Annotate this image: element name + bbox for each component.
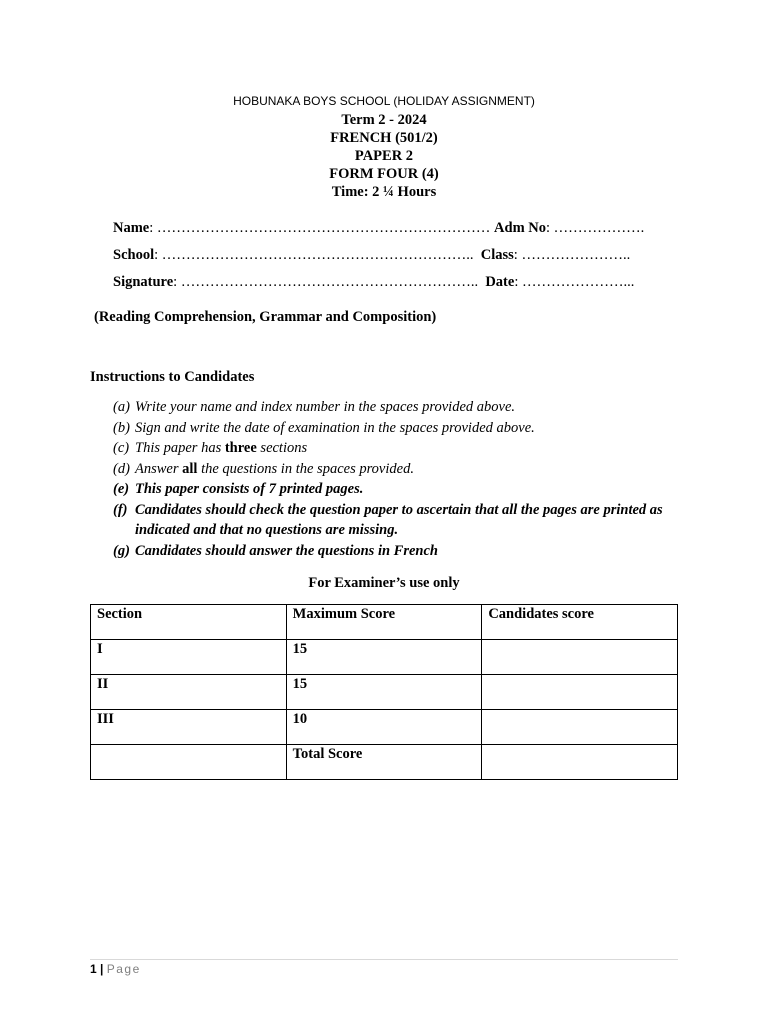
instruction-item — [113, 418, 683, 439]
instruction-label: (b) — [113, 419, 130, 436]
time-line: Time: 2 ¼ Hours — [331, 184, 437, 200]
instruction-text-part: This paper has — [135, 440, 225, 456]
table-cell — [91, 745, 287, 780]
date-field[interactable]: : …………………... — [514, 274, 635, 290]
instruction-label: (e) — [113, 481, 130, 497]
table-cell: 15 — [286, 675, 482, 710]
term-line: Term 2 - 2024 — [341, 112, 427, 128]
class-label: Class — [480, 247, 514, 263]
instruction-item — [113, 438, 683, 459]
table-row — [91, 745, 678, 780]
table-header-cell: Maximum Score — [286, 605, 482, 640]
candidate-score-cell[interactable] — [482, 640, 678, 675]
instruction-text: This paper consists of 7 printed pages. — [135, 481, 364, 497]
school-field[interactable]: : ……………………………………………………….. — [154, 247, 474, 263]
examiner-score-table — [90, 604, 678, 780]
candidate-fields — [113, 219, 673, 300]
instruction-label: (a) — [113, 399, 130, 415]
instruction-item — [113, 397, 683, 418]
candidate-score-cell[interactable] — [482, 675, 678, 710]
table-cell: II — [91, 675, 287, 710]
paper-sections-title: (Reading Comprehension, Grammar and Composition) — [94, 309, 437, 325]
name-row — [113, 219, 673, 246]
examiner-table-title: For Examiner’s use only — [308, 575, 460, 591]
date-label: Date — [485, 274, 515, 290]
table-cell: 10 — [286, 710, 482, 745]
instruction-label: (c) — [113, 440, 130, 456]
instructions-heading: Instructions to Candidates — [90, 369, 255, 385]
instruction-text — [135, 438, 683, 459]
candidate-score-cell[interactable] — [482, 745, 678, 780]
page-footer — [90, 962, 141, 976]
table-cell: I — [91, 640, 287, 675]
school-row — [113, 246, 673, 273]
instruction-text: Write your name and index number in the spaces provided above. — [135, 399, 516, 415]
name-field[interactable]: : …………………………………………………………… — [149, 220, 491, 236]
school-label: School — [113, 247, 155, 263]
page-word: Page — [106, 962, 141, 976]
subject-line: FRENCH (501/2) — [330, 130, 438, 146]
instruction-text-part: sections — [256, 440, 308, 456]
instruction-text: Sign and write the date of examination in the spaces provided above. — [135, 419, 535, 436]
school-name: HOBUNAKA BOYS SCHOOL (HOLIDAY ASSIGNMENT) — [233, 94, 535, 108]
table-row — [91, 640, 678, 675]
instructions-list — [113, 397, 683, 561]
instruction-label: (f) — [113, 501, 128, 518]
adm-label: Adm No — [494, 220, 546, 236]
form-line: FORM FOUR (4) — [329, 166, 439, 182]
instruction-item — [113, 500, 683, 541]
table-row — [91, 675, 678, 710]
instruction-emphasis: three — [224, 440, 257, 456]
signature-row — [113, 273, 673, 300]
candidate-score-cell[interactable] — [482, 710, 678, 745]
instruction-text-part: the questions in the spaces provided. — [197, 460, 414, 477]
instruction-item — [113, 541, 683, 562]
instruction-item — [113, 479, 683, 500]
instruction-text: Candidates should answer the questions in French — [135, 542, 438, 559]
adm-field[interactable]: : ………………. — [546, 220, 645, 236]
table-cell: III — [91, 710, 287, 745]
table-header-row — [91, 605, 678, 640]
signature-field[interactable]: : …………………………………………………….. — [173, 274, 479, 290]
table-cell: Total Score — [286, 745, 482, 780]
instruction-text: Candidates should check the question paper to ascertain that all the pages are printed as indicated and that no questions are missing. — [135, 501, 663, 538]
footer-divider — [90, 959, 678, 960]
table-header-cell: Section — [91, 605, 287, 640]
instruction-emphasis: all — [182, 460, 198, 477]
instruction-label: (d) — [113, 460, 130, 477]
footer-separator: | — [96, 962, 107, 976]
table-cell: 15 — [286, 640, 482, 675]
name-label: Name — [113, 220, 150, 236]
signature-label: Signature — [113, 274, 174, 290]
instruction-item — [113, 459, 683, 480]
instruction-text — [135, 459, 683, 480]
table-row — [91, 710, 678, 745]
paper-line: PAPER 2 — [354, 148, 414, 164]
table-header-cell: Candidates score — [482, 605, 678, 640]
instruction-text-part: Answer — [135, 460, 183, 477]
instruction-label: (g) — [113, 542, 130, 559]
page-number: 1 — [90, 962, 97, 976]
class-field[interactable]: : ………………….. — [513, 247, 631, 263]
